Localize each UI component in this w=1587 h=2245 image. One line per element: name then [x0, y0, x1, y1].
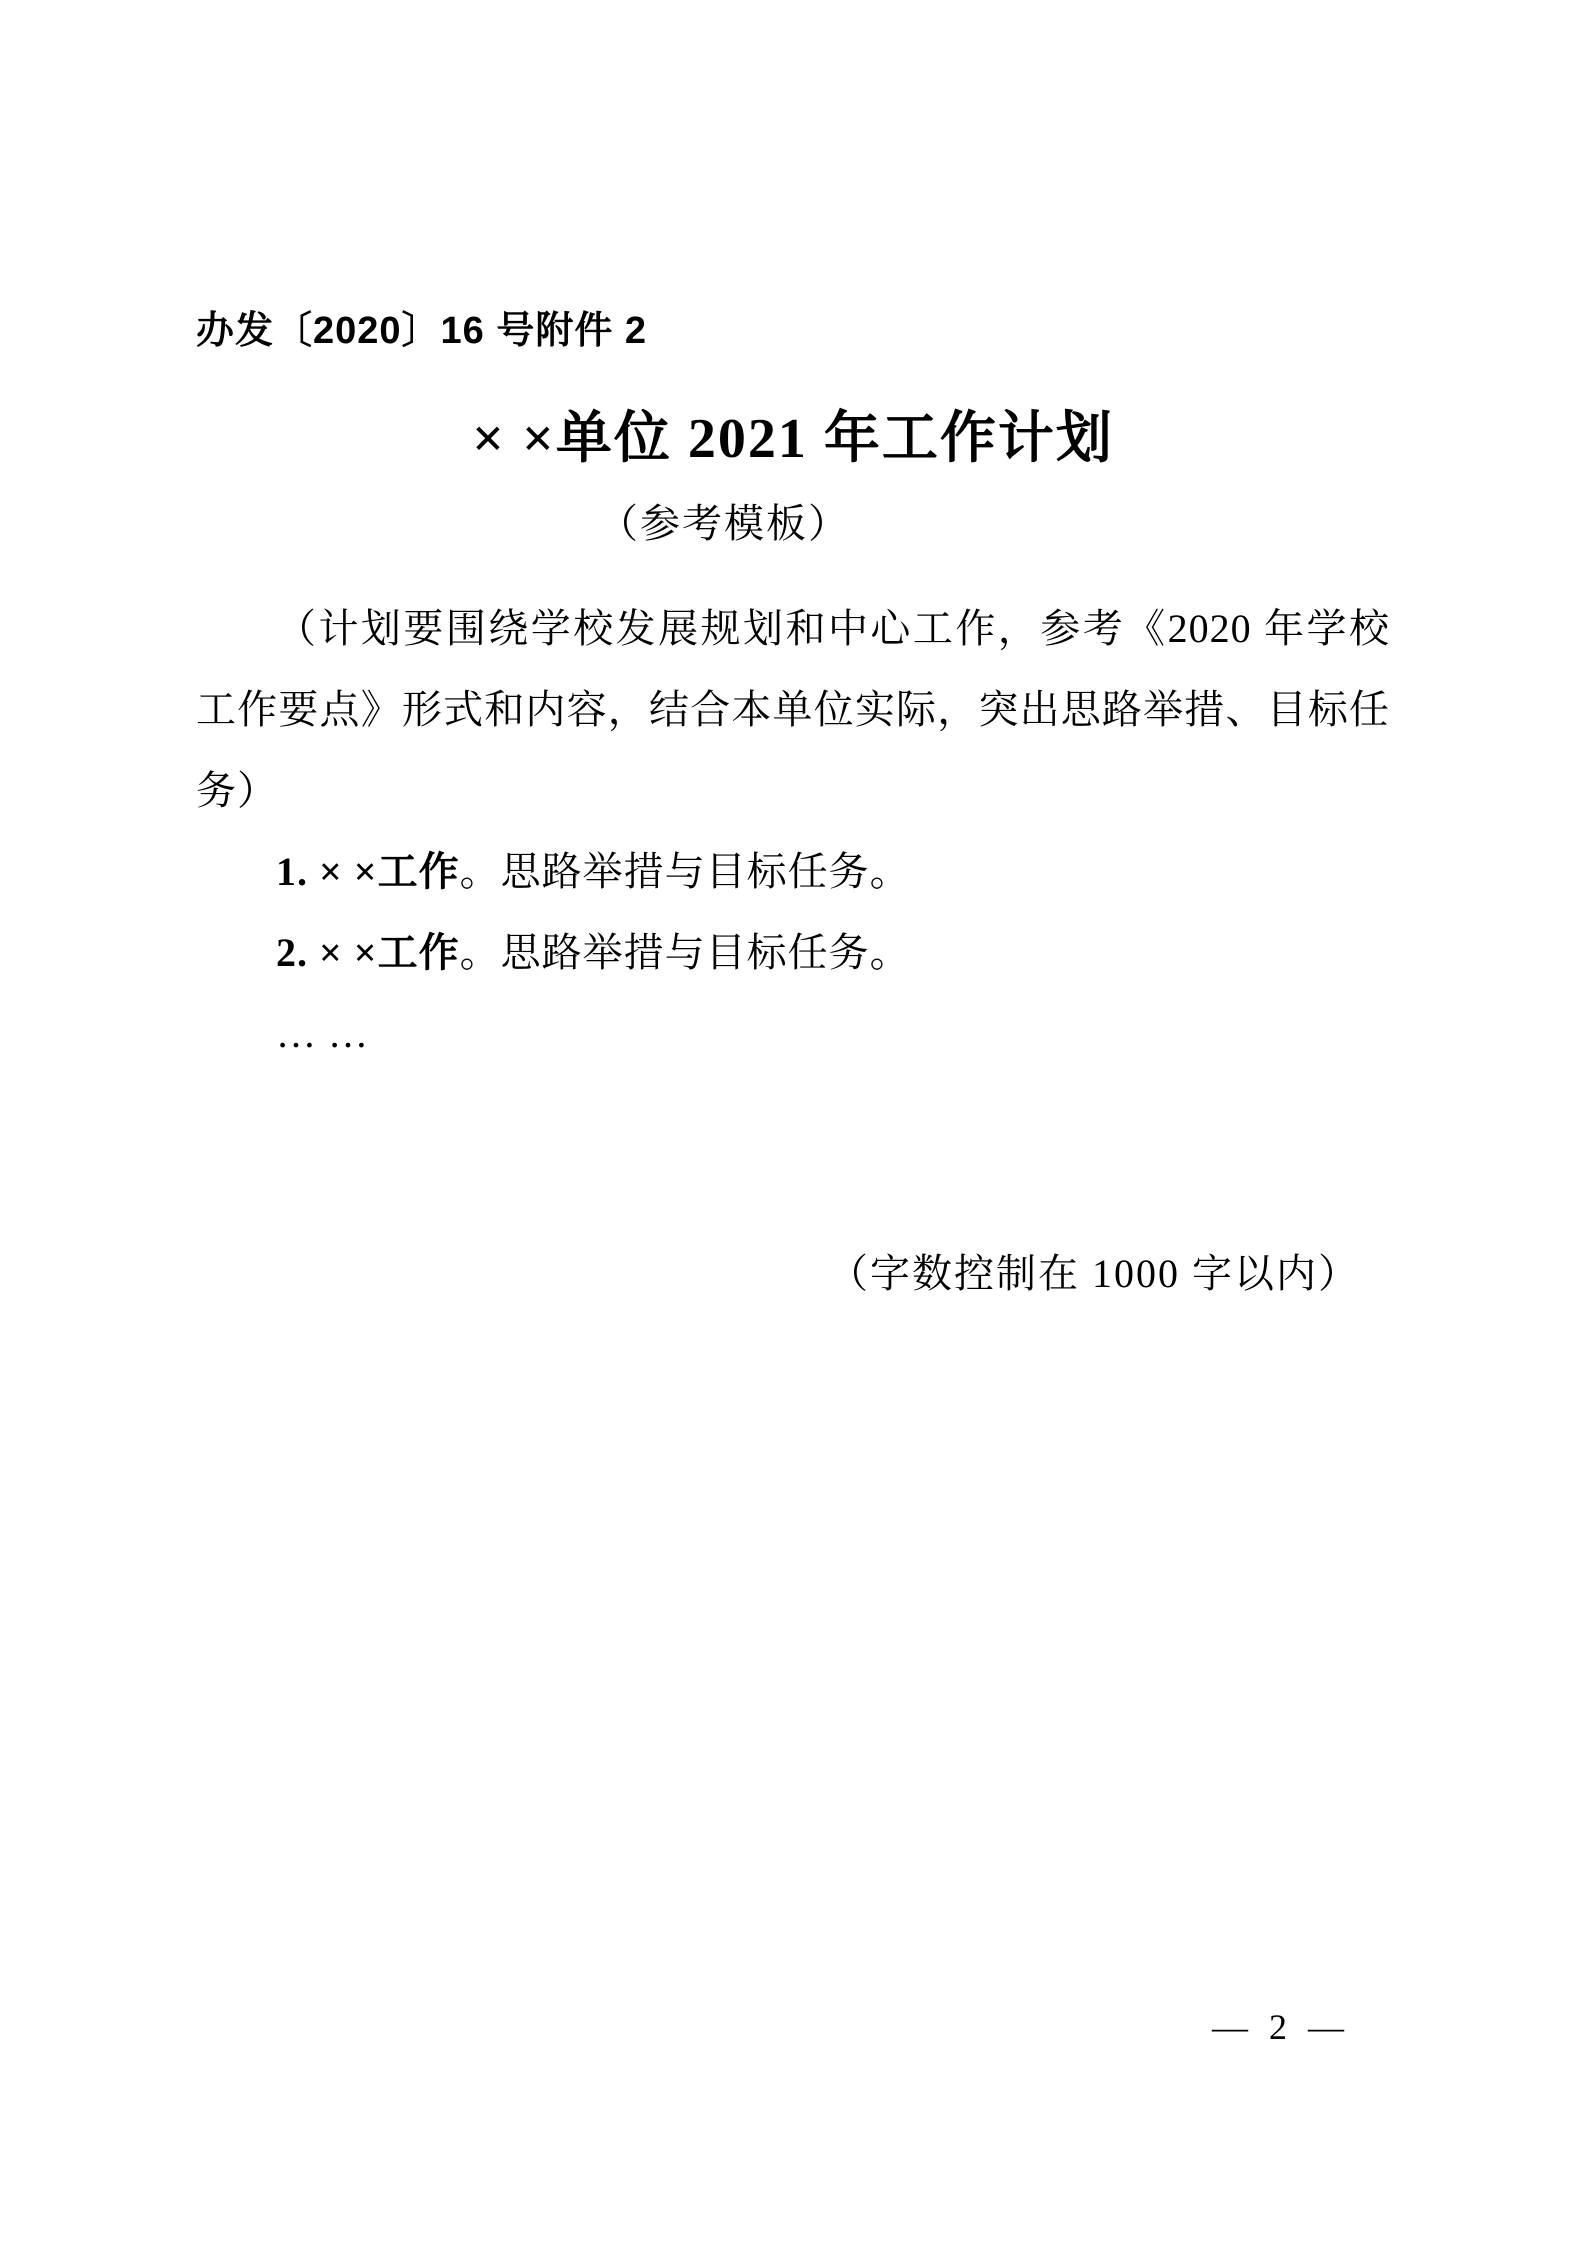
work-item-1-label: 1. × ×工作	[276, 849, 460, 894]
work-item-2	[196, 912, 1390, 993]
page-number: — 2 —	[1212, 2007, 1350, 2047]
doc-reference-number: 办发〔2020〕16 号附件 2	[196, 310, 648, 352]
word-count-note: （字数控制在 1000 字以内）	[828, 1251, 1360, 1296]
work-item-2-label: 2. × ×工作	[276, 930, 460, 975]
work-item-1-text: 。思路举措与目标任务。	[459, 849, 911, 894]
work-item-2-text: 。思路举措与目标任务。	[459, 930, 911, 975]
work-item-1	[196, 831, 1390, 912]
document-body	[196, 588, 1390, 1074]
document-subtitle: （参考模板）	[598, 501, 850, 546]
intro-paragraph: （计划要围绕学校发展规划和中心工作，参考《2020 年学校工作要点》形式和内容，结合本单位实际，突出思路举措、目标任务）	[196, 606, 1390, 813]
document-title: × ×单位 2021 年工作计划	[472, 408, 1114, 470]
ellipsis-line: … …	[276, 1011, 369, 1056]
